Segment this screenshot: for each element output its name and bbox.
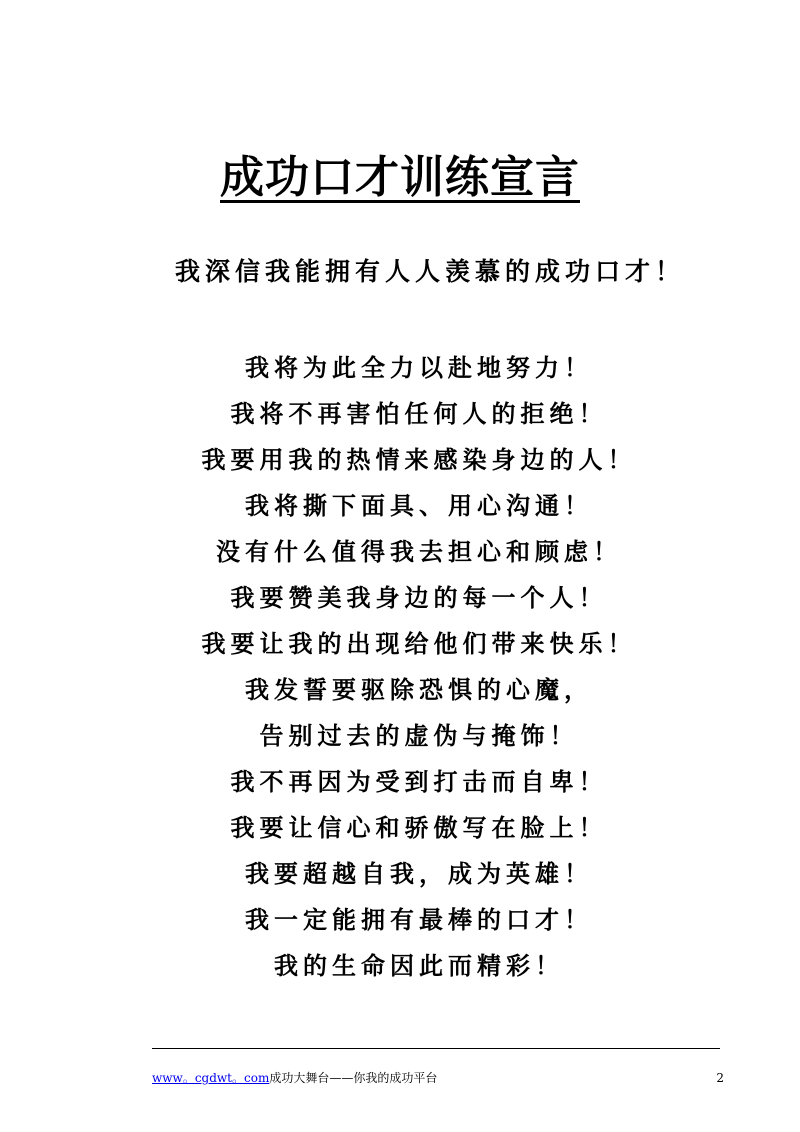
declaration-line: 我的生命因此而精彩！ [274,951,564,980]
declaration-line: 我要赞美我身边的每一个人！ [230,583,608,612]
footer-tagline: 成功大舞台——你我的成功平台 [269,1071,438,1085]
declaration-line: 没有什么值得我去担心和顾虑！ [216,537,622,566]
declaration-line: 我将不再害怕任何人的拒绝！ [230,399,608,428]
title-text: 成功口才训练宣言 [220,152,580,203]
declaration-line: 我将为此全力以赴地努力！ [245,353,593,382]
declaration-line: 我要让信心和骄傲写在脸上！ [230,813,608,842]
declaration-line: 我要用我的热情来感染身边的人！ [201,445,637,474]
document-title [0,148,800,208]
declaration-line: 我要超越自我，成为英雄！ [245,859,593,888]
declaration-line: 告别过去的虚伪与掩饰！ [259,721,579,750]
declaration-line: 我一定能拥有最棒的口才！ [245,905,593,934]
declaration-line: 我发誓要驱除恐惧的心魔， [245,675,593,704]
footer-divider [152,1048,720,1049]
website-link[interactable]: www。cgdwt。com [152,1071,270,1085]
declaration-line: 我要让我的出现给他们带来快乐！ [201,629,637,658]
page-footer [152,1068,724,1088]
declaration-line: 我将撕下面具、用心沟通！ [245,491,593,520]
page-number: 2 [716,1071,724,1085]
intro-line: 我深信我能拥有人人羡慕的成功口才！ [175,257,686,286]
declaration-lines [0,345,800,989]
declaration-line: 我不再因为受到打击而自卑！ [230,767,608,796]
